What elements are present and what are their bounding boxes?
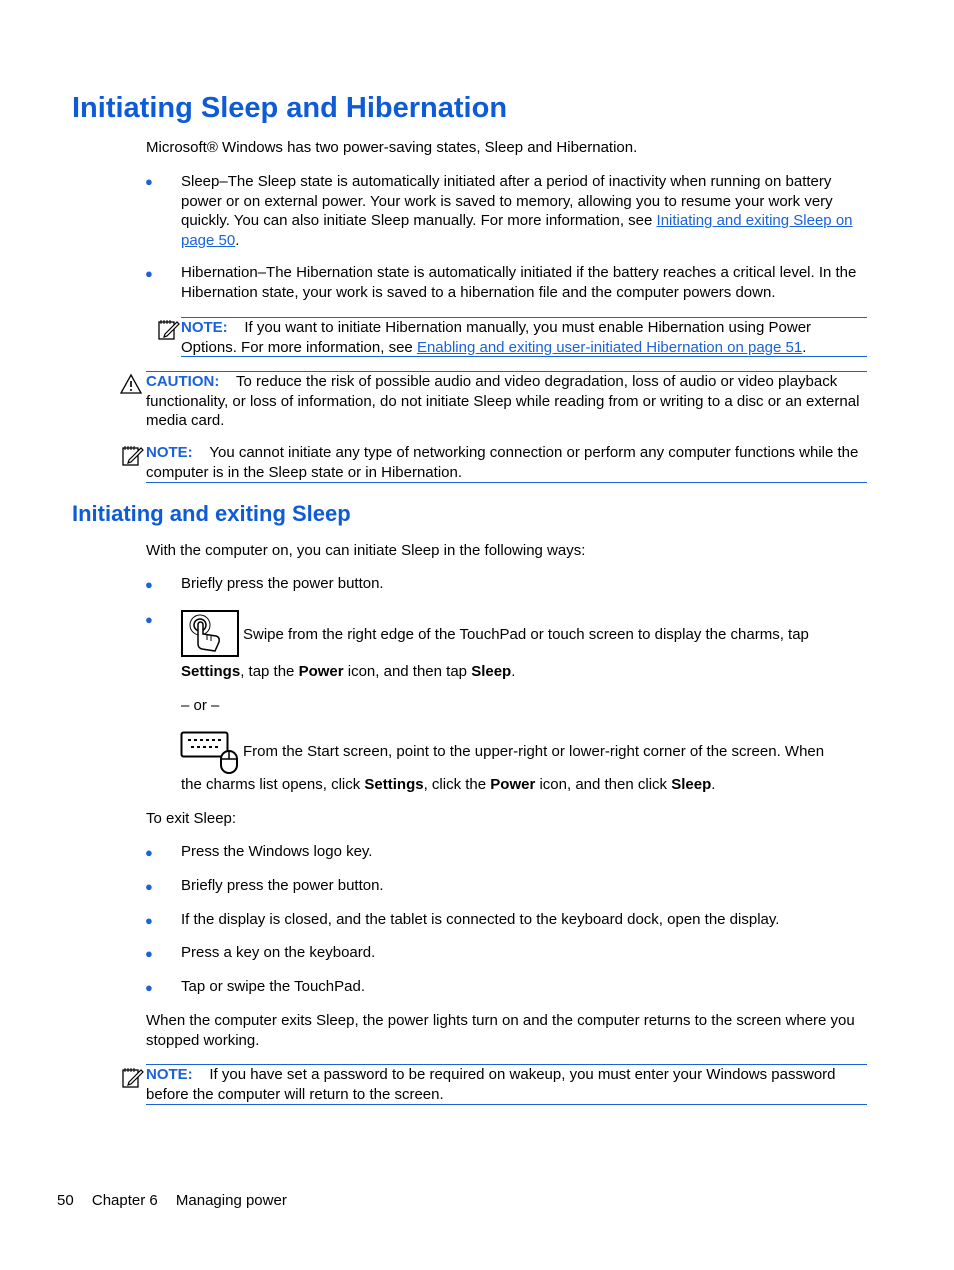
note-box: NOTE: If you have set a password to be required on wakeup, you must enter your Windows password before the computer will return to the screen. — [146, 1064, 867, 1105]
bullet-icon: ● — [145, 577, 153, 592]
note-label: NOTE: — [146, 1066, 193, 1083]
note-icon — [121, 1066, 145, 1090]
keyboard-mouse-icon — [180, 731, 242, 775]
note-label: NOTE: — [146, 444, 193, 461]
list-item: If the display is closed, and the tablet is connected to the keyboard dock, open the display. — [181, 911, 780, 928]
bullet-icon: ● — [145, 879, 153, 894]
note-label: NOTE: — [181, 319, 228, 336]
bullet-icon: ● — [145, 946, 153, 961]
bullet-icon: ● — [145, 174, 153, 189]
list-item: Press the Windows logo key. — [181, 843, 373, 860]
section-title: Initiating and exiting Sleep — [72, 501, 351, 526]
caution-box: CAUTION: To reduce the risk of possible audio and video degradation, loss of audio or video playback functionality, or loss of information, do not initiate Sleep while reading from or writing to a disc or an external media card. — [146, 371, 867, 431]
sleep-link[interactable]: Initiating and exiting Sleep on page 50 — [181, 212, 853, 249]
intro-text: Microsoft® Windows has two power-saving states, Sleep and Hibernation. — [146, 139, 638, 156]
list-item: Briefly press the power button. — [181, 575, 384, 592]
bullet-icon: ● — [145, 266, 153, 281]
note-box: NOTE: You cannot initiate any type of networking connection or perform any computer functions while the computer is in the Sleep state or in Hibernation. — [146, 443, 867, 483]
page-title: Initiating Sleep and Hibernation — [72, 92, 508, 124]
page-footer — [57, 1191, 301, 1211]
mouse-instruction-line1: From the Start screen, point to the upper-right or lower-right corner of the screen. When — [243, 743, 825, 760]
note-icon — [121, 444, 145, 468]
list-item: Tap or swipe the TouchPad. — [181, 978, 366, 995]
caution-icon — [119, 373, 143, 395]
chapter-title: Managing power — [175, 1192, 287, 1209]
list-item: Press a key on the keyboard. — [181, 944, 376, 961]
note-box: NOTE: If you want to initiate Hibernation manually, you must enable Hibernation using Power Options. For more information, see Enabling and exiting user-initiated Hibernation on page 51. — [181, 317, 867, 357]
mouse-instruction-line2: the charms list opens, click Settings, click the Power icon, and then click Sleep. — [181, 776, 716, 793]
caution-label: CAUTION: — [146, 373, 220, 390]
bullet-icon: ● — [145, 612, 153, 627]
list-item: Sleep–The Sleep state is automatically initiated after a period of inactivity when running on battery power or on external power. Your work is saved to memory, allowing you to resume your work very quickly. You can also initiate Sleep manually. For more information, see Initiating and exiting Sleep on page 50. — [181, 173, 853, 249]
section-intro: With the computer on, you can initiate Sleep in the following ways: — [146, 542, 586, 559]
chapter-number: Chapter 6 — [91, 1192, 158, 1209]
bullet-icon: ● — [145, 913, 153, 928]
exit-summary: When the computer exits Sleep, the power lights turn on and the computer returns to the screen where you stopped working. — [146, 1012, 855, 1049]
bullet-icon: ● — [145, 980, 153, 995]
touch-instruction-line1: Swipe from the right edge of the TouchPad or touch screen to display the charms, tap — [243, 626, 809, 643]
bullet-icon: ● — [145, 845, 153, 860]
or-separator: – or – — [181, 697, 220, 714]
touch-gesture-icon — [181, 610, 239, 657]
exit-intro: To exit Sleep: — [146, 810, 237, 827]
list-item: Hibernation–The Hibernation state is automatically initiated if the battery reaches a critical level. In the Hibernation state, your work is saved to a hibernation file and the computer powers down. — [181, 264, 857, 301]
list-item: Briefly press the power button. — [181, 877, 384, 894]
touch-instruction-line2: Settings, tap the Power icon, and then tap Sleep. — [181, 663, 516, 680]
page-number: 50 — [57, 1192, 74, 1209]
hibernation-link[interactable]: Enabling and exiting user-initiated Hibernation on page 51 — [416, 338, 803, 356]
note-icon — [157, 318, 181, 342]
